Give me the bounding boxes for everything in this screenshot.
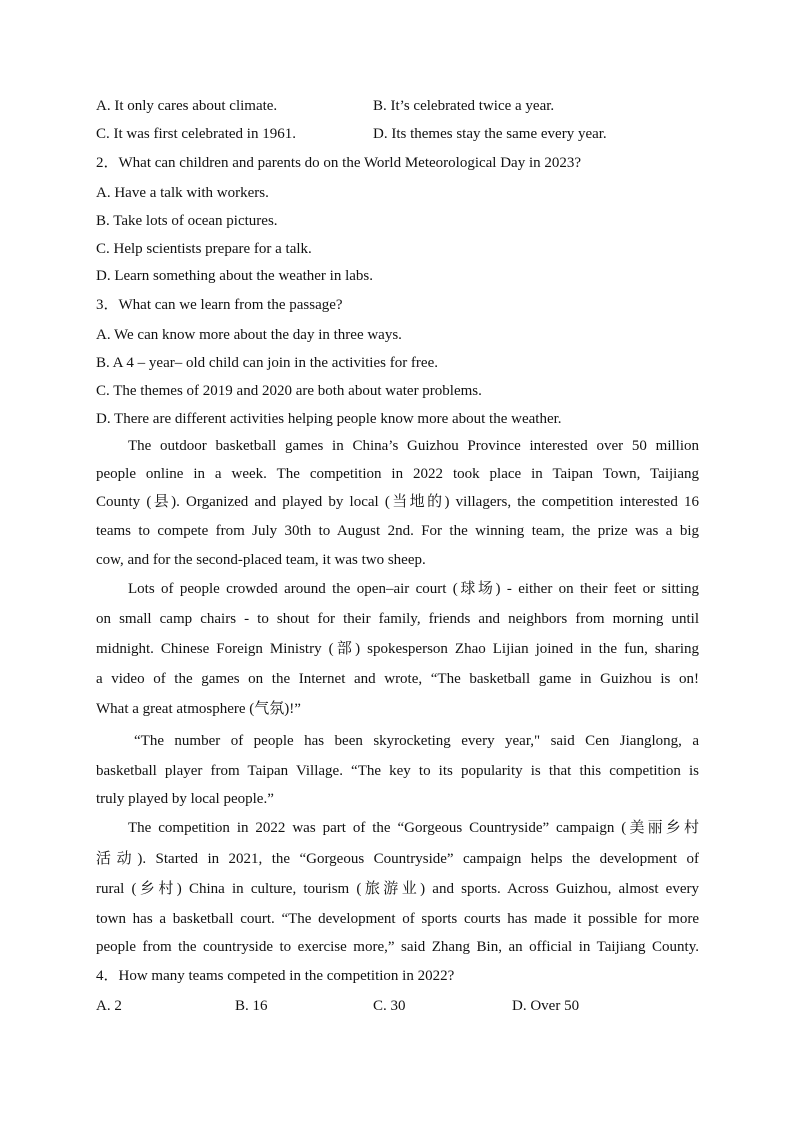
passage-p3-line: basketball player from Taipan Village. “The key to its popularity is that this competition is — [96, 763, 699, 779]
q3-option-a: A. We can know more about the day in three ways. — [96, 327, 402, 343]
q1-option-c: C. It was first celebrated in 1961. — [96, 126, 296, 142]
q2-option-c: C. Help scientists prepare for a talk. — [96, 241, 312, 257]
passage-p2-line: a video of the games on the Internet and wrote, “The basketball game in Guizhou is on! — [96, 671, 699, 687]
q2-option-d: D. Learn something about the weather in labs. — [96, 268, 374, 284]
q2-option-b: B. Take lots of ocean pictures. — [96, 213, 278, 229]
passage-p4-line: rural (乡村) China in culture, tourism (旅游业) and sports. Across Guizhou, almost every — [96, 881, 699, 897]
passage-p1-line: The outdoor basketball games in China’s Guizhou Province interested over 50 million — [128, 438, 699, 454]
q1-option-b: B. It’s celebrated twice a year. — [373, 98, 555, 114]
q4-option-d: D. Over 50 — [512, 998, 580, 1014]
q4-option-c: C. 30 — [373, 998, 406, 1014]
passage-p4-line: people from the countryside to exercise more,” said Zhang Bin, an official in Taijiang County. — [96, 939, 699, 955]
passage-p4-line: The competition in 2022 was part of the “Gorgeous Countryside” campaign (美丽乡村 — [128, 820, 699, 836]
passage-p1-line: teams to compete from July 30th to August 2nd. For the winning team, the prize was a big — [96, 523, 699, 539]
passage-p3-line: “The number of people has been skyrocketing every year," said Cen Jianglong, a — [134, 733, 699, 749]
q3-option-c: C. The themes of 2019 and 2020 are both about water problems. — [96, 383, 482, 399]
q4-option-b: B. 16 — [235, 998, 268, 1014]
passage-p3-line: truly played by local people.” — [96, 791, 274, 807]
passage-p2-line: What a great atmosphere (气氛)!” — [96, 701, 301, 717]
q2-question: 2．What can children and parents do on the World Meteorological Day in 2023? — [96, 155, 582, 171]
passage-p4-line: town has a basketball court. “The development of sports courts has made it possible for more — [96, 911, 699, 927]
q3-option-b: B. A 4 – year– old child can join in the activities for free. — [96, 355, 438, 371]
passage-p1-line: people online in a week. The competition in 2022 took place in Taipan Town, Taijiang — [96, 466, 699, 482]
q3-question: 3．What can we learn from the passage? — [96, 297, 343, 313]
q4-question: 4．How many teams competed in the competition in 2022? — [96, 968, 455, 984]
passage-p4-line: 活动). Started in 2021, the “Gorgeous Countryside” campaign helps the development of — [96, 851, 699, 867]
passage-p1-line: County (县). Organized and played by local (当地的) villagers, the competition interested 16 — [96, 494, 699, 510]
q1-option-d: D. Its themes stay the same every year. — [373, 126, 607, 142]
q2-option-a: A. Have a talk with workers. — [96, 185, 269, 201]
q3-option-d: D. There are different activities helping people know more about the weather. — [96, 411, 562, 427]
passage-p2-line: on small camp chairs - to shout for their family, friends and neighbors from morning until — [96, 611, 699, 627]
passage-p2-line: Lots of people crowded around the open–air court (球场) - either on their feet or sitting — [128, 581, 699, 597]
passage-p1-line: cow, and for the second-placed team, it was two sheep. — [96, 552, 426, 568]
q1-option-a: A. It only cares about climate. — [96, 98, 278, 114]
passage-p2-line: midnight. Chinese Foreign Ministry (部) spokesperson Zhao Lijian joined in the fun, sharing — [96, 641, 699, 657]
q4-option-a: A. 2 — [96, 998, 122, 1014]
